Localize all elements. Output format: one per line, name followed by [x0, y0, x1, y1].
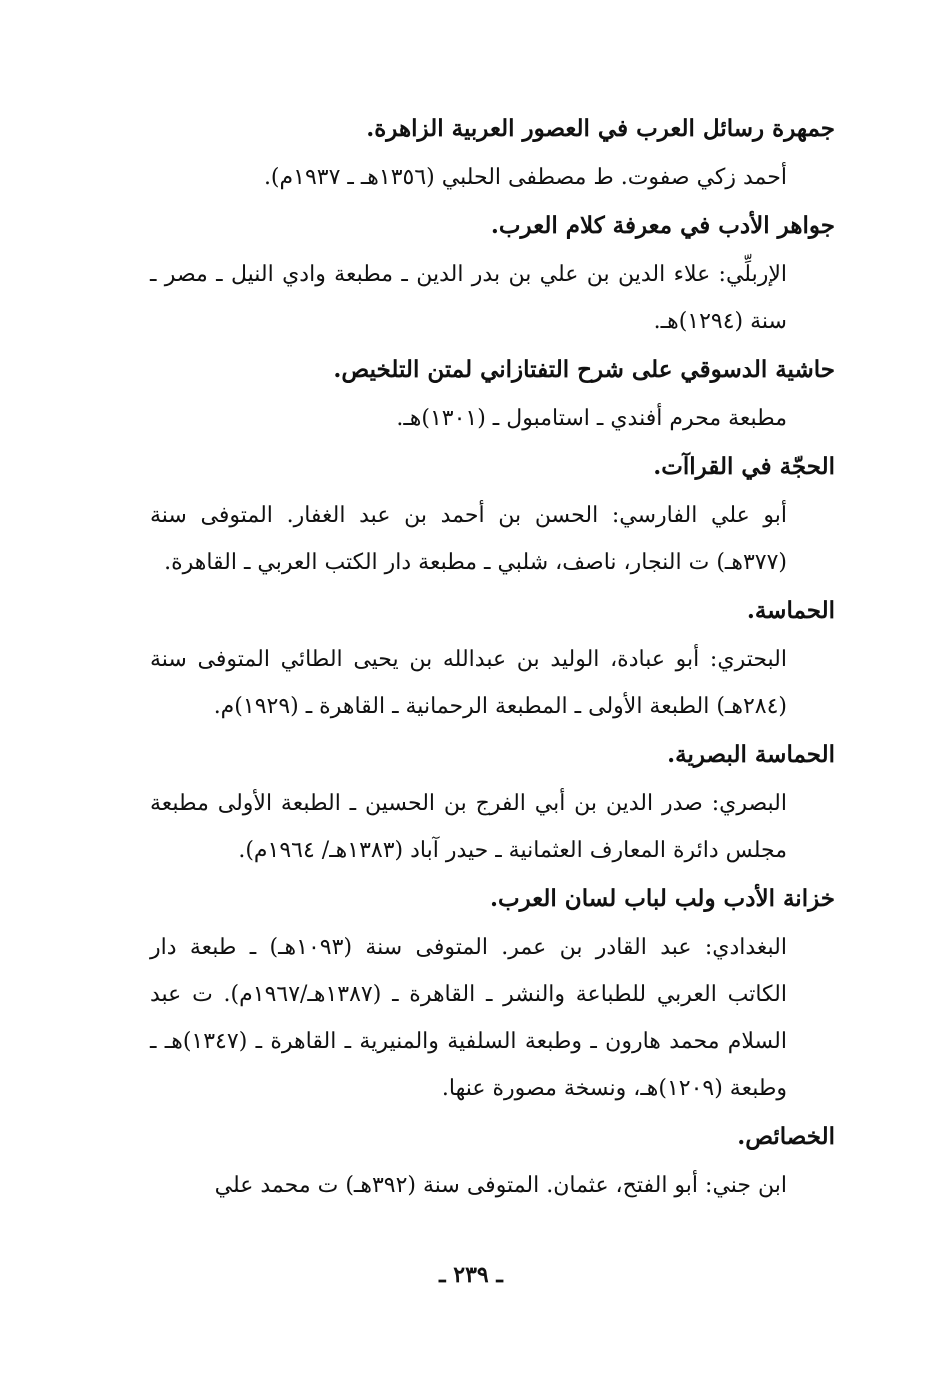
page-number: ـ ٢٣٩ ـ [439, 1262, 503, 1288]
entry-title: جمهرة رسائل العرب في العصور العربية الزاهرة. [366, 115, 835, 142]
entry-detail: مطبعة محرم أفندي ـ استامبول ـ (١٣٠١)هـ. [396, 406, 787, 431]
bibliography-entry [150, 442, 835, 586]
bibliography-entry [150, 345, 835, 442]
entry-title: حاشية الدسوقي على شرح التفتازاني لمتن التلخيص. [333, 356, 835, 383]
entry-detail: الإربلِّي: علاء الدين بن علي بن بدر الدين ـ مطبعة وادي النيل ـ مصر ـ سنة (١٢٩٤)هـ. [150, 262, 787, 334]
bibliography-list [150, 104, 835, 1209]
bibliography-entry [150, 104, 835, 201]
entry-title: الحماسة. [746, 597, 835, 624]
bibliography-entry [150, 730, 835, 874]
entry-title: الحماسة البصرية. [667, 741, 835, 768]
bibliography-entry [150, 874, 835, 1112]
entry-detail: البغدادي: عبد القادر بن عمر. المتوفى سنة (١٠٩٣هـ) ـ طبعة دار الكاتب العربي للطباعة والنشر ـ القاهرة ـ (١٣٨٧هـ/١٩٦٧م). ت عبد السلام محمد هارون ـ وطبعة السلفية والمنيرية ـ القاهرة ـ (١٣٤٧)هـ ـ وطبعة (١٢٠٩)هـ، ونسخة مصورة عنها. [150, 935, 787, 1101]
entry-detail: البحتري: أبو عبادة، الوليد بن عبدالله بن يحيى الطائي المتوفى سنة (٢٨٤هـ) الطبعة الأولى ـ المطبعة الرحمانية ـ القاهرة ـ (١٩٢٩)م. [150, 647, 787, 719]
entry-detail: ابن جني: أبو الفتح، عثمان. المتوفى سنة (٣٩٢هـ) ت محمد علي [214, 1173, 787, 1198]
entry-detail: البصري: صدر الدين بن أبي الفرج بن الحسين ـ الطبعة الأولى مطبعة مجلس دائرة المعارف العثمانية ـ حيدر آباد (١٣٨٣هـ/ ١٩٦٤م). [150, 791, 787, 863]
bibliography-entry [150, 201, 835, 345]
entry-title: الحجّة في القراآت. [653, 453, 835, 480]
entry-title: خزانة الأدب ولب لباب لسان العرب. [489, 885, 835, 912]
entry-detail: أحمد زكي صفوت. ط مصطفى الحلبي (١٣٥٦هـ ـ ١٩٣٧م). [263, 165, 787, 190]
entry-detail: أبو علي الفارسي: الحسن بن أحمد بن عبد الغفار. المتوفى سنة (٣٧٧هـ) ت النجار، ناصف، شلبي ـ مطبعة دار الكتب العربي ـ القاهرة. [150, 503, 787, 575]
entry-title: الخصائص. [737, 1123, 835, 1150]
bibliography-entry [150, 1112, 835, 1209]
bibliography-entry [150, 586, 835, 730]
entry-title: جواهر الأدب في معرفة كلام العرب. [490, 212, 835, 239]
